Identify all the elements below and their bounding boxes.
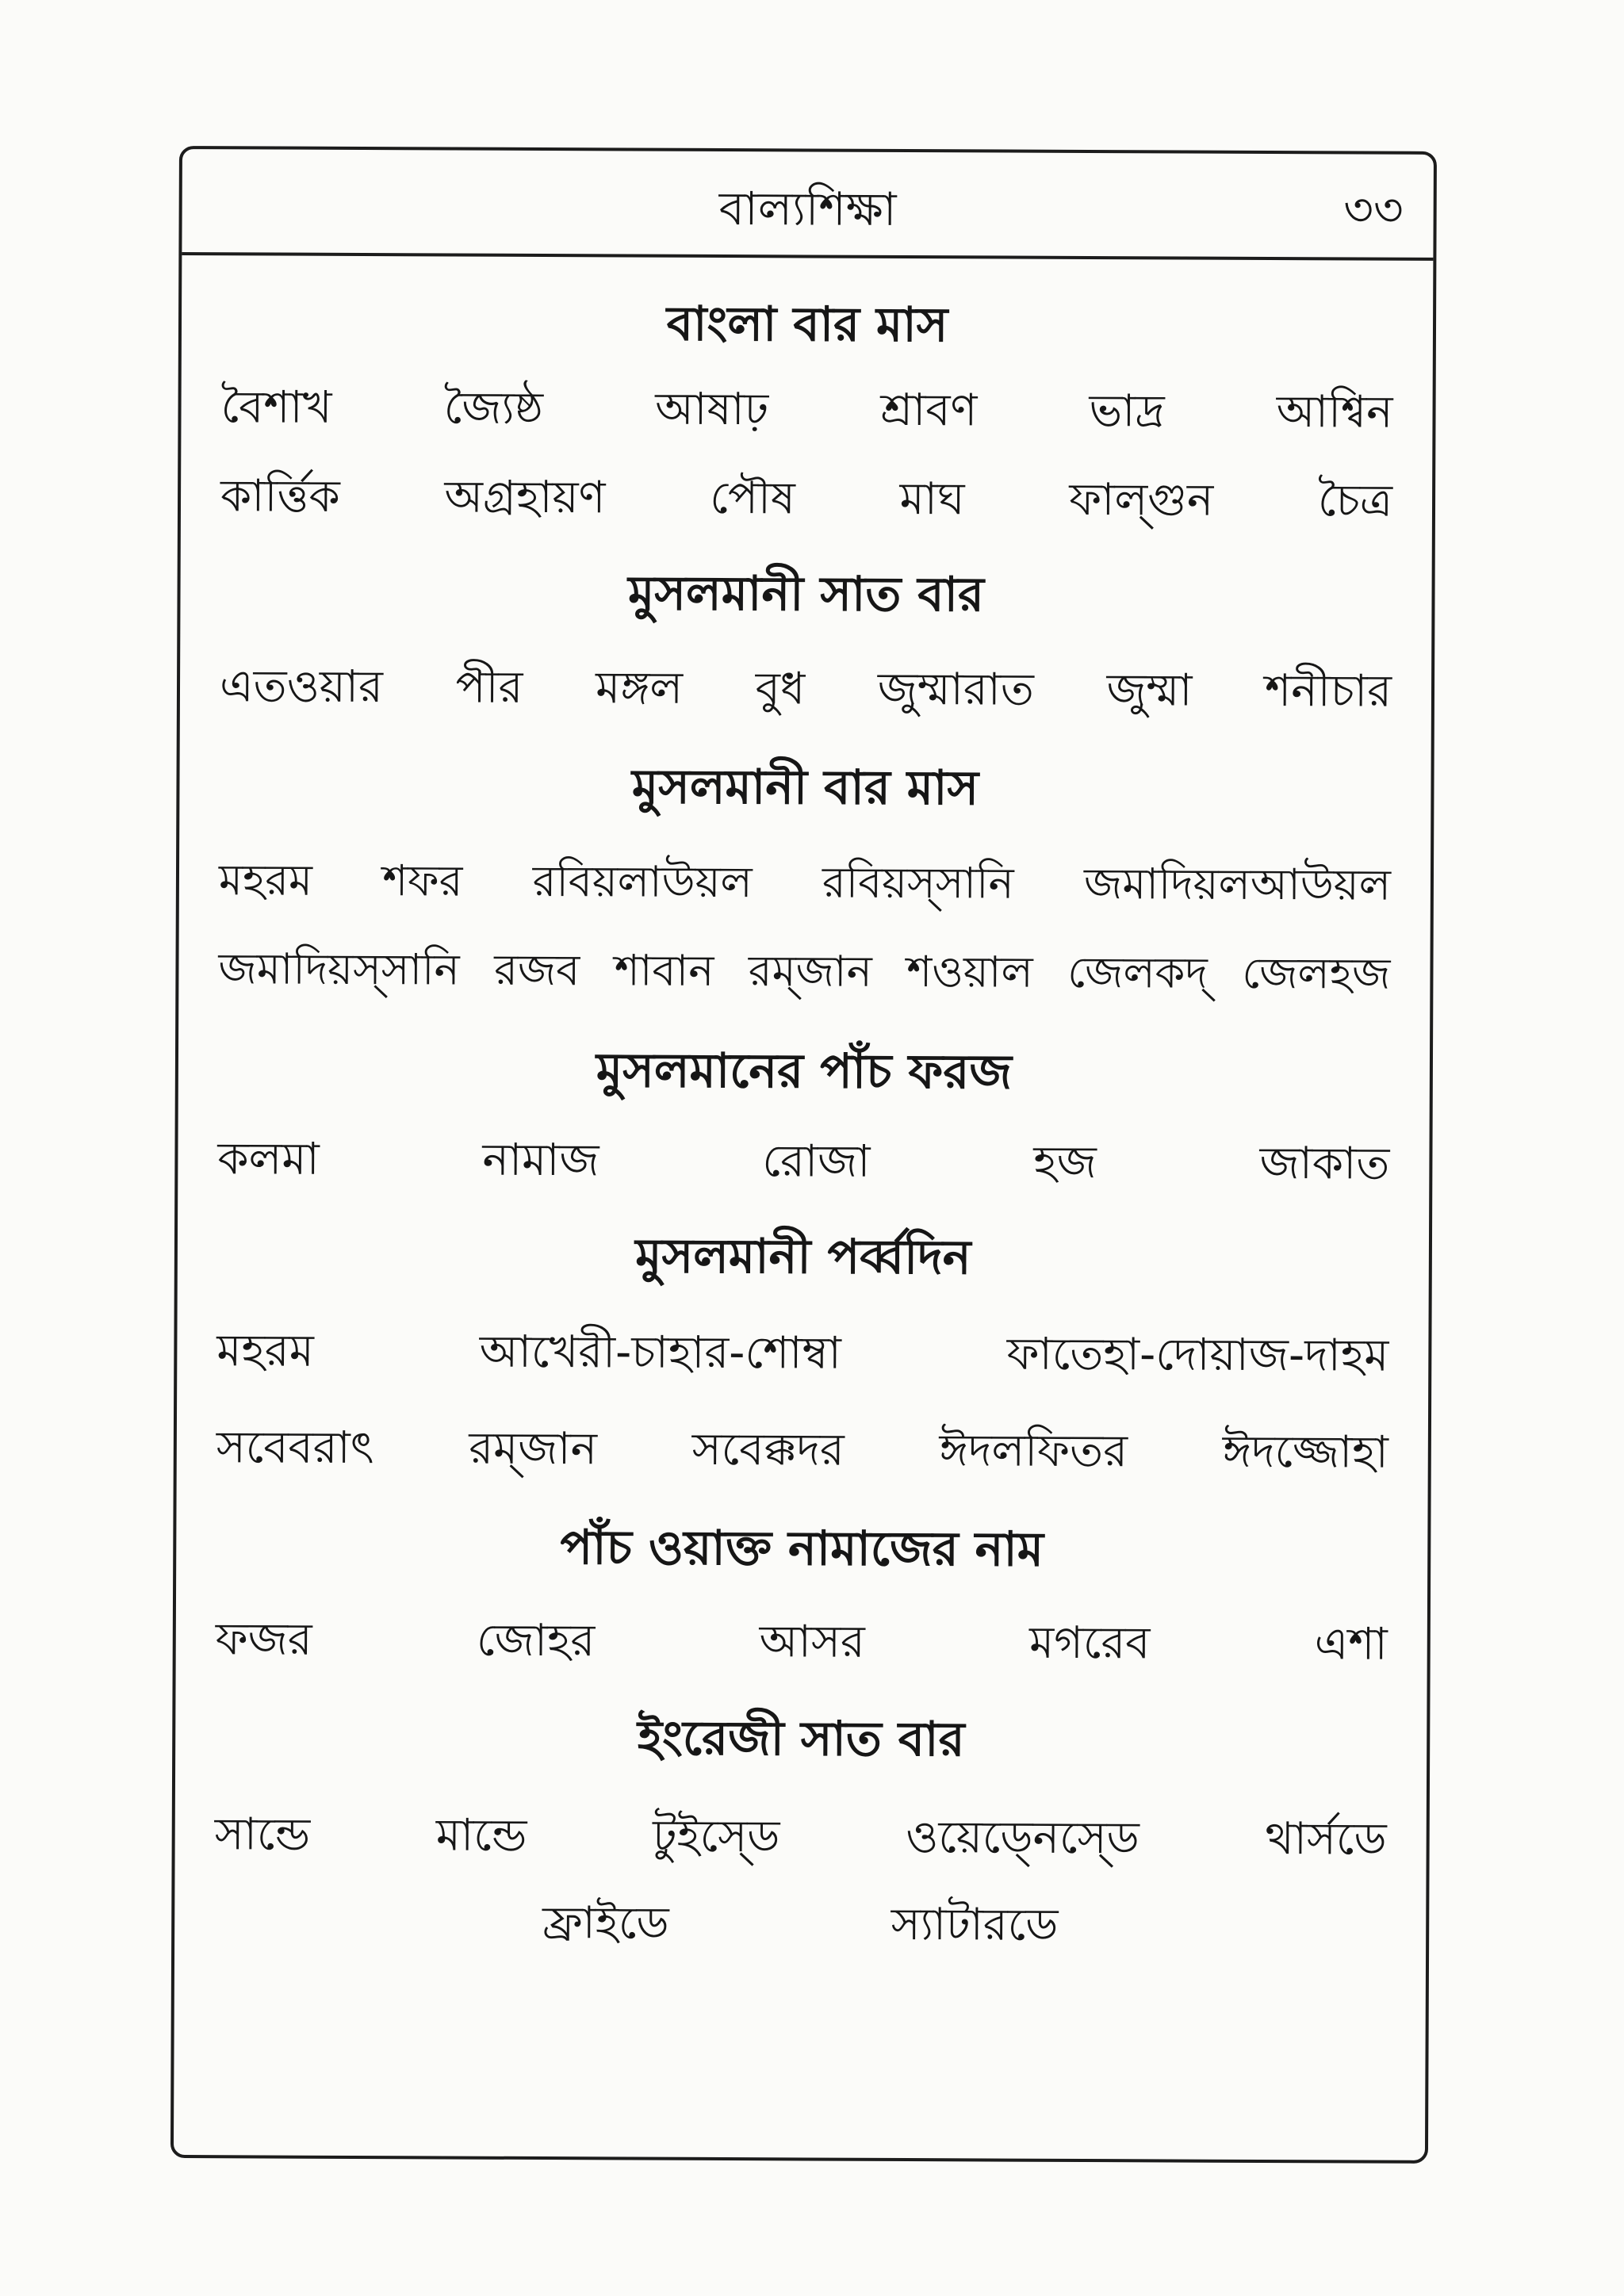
book-title: বাল্যশিক্ষা xyxy=(718,181,897,236)
list-item: ভাদ্র xyxy=(1089,385,1165,438)
list-item: জেলহজ xyxy=(1242,947,1391,999)
list-item: সবেবরাৎ xyxy=(216,1422,374,1475)
festivals-row-2 xyxy=(216,1413,1388,1492)
list-item: মান্ডে xyxy=(435,1809,527,1862)
list-item: এতওয়ার xyxy=(219,660,384,714)
list-item: মঙ্গল xyxy=(595,662,684,714)
list-item: জুম্মারাত xyxy=(877,663,1035,716)
list-item: নামাজ xyxy=(482,1134,599,1187)
list-item: বৈশাখ xyxy=(220,381,332,434)
obligations-row xyxy=(217,1124,1389,1203)
list-item: জমাদিয়স্সানি xyxy=(218,943,460,995)
list-item: রবিয়লাউয়ল xyxy=(532,855,753,908)
page-header xyxy=(182,149,1434,261)
section-heading-prayers: পাঁচ ওয়াক্ত নামাজের নাম xyxy=(560,1520,1044,1578)
list-item: রম্জান xyxy=(748,946,872,997)
muslim-months-row-1 xyxy=(219,847,1391,923)
muslim-days-row xyxy=(220,652,1392,731)
list-item: আষাঢ় xyxy=(655,383,769,436)
list-item: জমাদিয়লআউয়ল xyxy=(1083,858,1392,910)
list-item: শ্রাবণ xyxy=(880,384,978,437)
list-item: জাকাত xyxy=(1259,1137,1390,1190)
english-days-row-2 xyxy=(214,1887,1386,1966)
english-days-row-1 xyxy=(214,1800,1386,1879)
list-item: আখেরী-চাহার-শোম্বা xyxy=(479,1326,841,1380)
list-item: হজ xyxy=(1033,1136,1097,1189)
page-content xyxy=(174,255,1433,2160)
section-heading-english-days: ইংরেজী সাত বার xyxy=(637,1710,965,1768)
list-item: টুইস্ডে xyxy=(652,1810,780,1863)
list-item: রোজা xyxy=(762,1135,871,1188)
list-item: পৌষ xyxy=(710,472,795,525)
list-item: ফাল্গুন xyxy=(1069,473,1214,526)
section-heading-festivals: মুসলমানী পর্ব্বদিন xyxy=(635,1228,971,1286)
list-item: ঈদলফিতর xyxy=(939,1425,1128,1478)
months-row-2 xyxy=(220,461,1392,541)
list-item: থার্সডে xyxy=(1265,1812,1387,1866)
list-item: জোহর xyxy=(476,1614,596,1667)
list-item: আসর xyxy=(759,1616,865,1668)
list-item: রবিয়স্সানি xyxy=(822,857,1014,909)
months-row-1 xyxy=(220,373,1392,452)
list-item: বুধ xyxy=(755,663,806,715)
list-item: শনীচার xyxy=(1264,664,1392,718)
list-item: জ্যৈষ্ঠ xyxy=(443,382,544,435)
list-item: এশা xyxy=(1314,1618,1388,1670)
list-item: মগরেব xyxy=(1028,1617,1151,1670)
list-item: স্যাটারডে xyxy=(891,1898,1059,1951)
list-item: মাঘ xyxy=(899,473,965,526)
list-item: কলমা xyxy=(217,1133,320,1185)
page-number: ৩৩ xyxy=(1343,182,1404,237)
list-item: শফর xyxy=(382,855,463,906)
page-frame xyxy=(170,146,1437,2164)
list-item: জুম্মা xyxy=(1106,664,1193,717)
list-item: ওয়েড্নেস্ডে xyxy=(906,1812,1139,1865)
prayers-row xyxy=(216,1605,1388,1684)
list-item: কার্ত্তিক xyxy=(220,470,340,522)
section-heading-bangla-months: বাংলা বার মাস xyxy=(666,296,948,354)
list-item: মহরম xyxy=(218,855,313,905)
muslim-months-row-2 xyxy=(218,936,1390,1012)
list-item: শওয়াল xyxy=(906,947,1033,997)
list-item: ফ্রাইডে xyxy=(542,1897,669,1950)
list-item: সান্ডে xyxy=(214,1808,311,1861)
list-item: অগ্রহায়ণ xyxy=(444,471,606,524)
section-heading-muslim-days: মুসলমানী সাত বার xyxy=(627,565,985,623)
section-heading-muslim-months: মুসলমানী বার মাস xyxy=(631,759,979,817)
list-item: মহরম xyxy=(216,1325,314,1377)
list-item: আশ্বিন xyxy=(1276,386,1393,438)
list-item: রম্জান xyxy=(469,1422,598,1475)
list-item: সবেক্কদর xyxy=(691,1423,845,1476)
festivals-row-1 xyxy=(216,1316,1388,1395)
list-item: শাবান xyxy=(614,945,714,996)
list-item: ঈদজ্জোহা xyxy=(1222,1425,1388,1479)
list-item: চৈত্র xyxy=(1317,475,1393,527)
list-item: রজব xyxy=(494,944,580,996)
list-item: ফজর xyxy=(215,1613,312,1666)
list-item: পীর xyxy=(455,661,523,714)
list-item: ফাতেহা-দোয়াজ-দাহম xyxy=(1006,1328,1389,1382)
list-item: জেলকদ্ xyxy=(1067,947,1208,998)
section-heading-five-obligations: মুসলমানের পাঁচ ফরজ xyxy=(596,1043,1013,1100)
